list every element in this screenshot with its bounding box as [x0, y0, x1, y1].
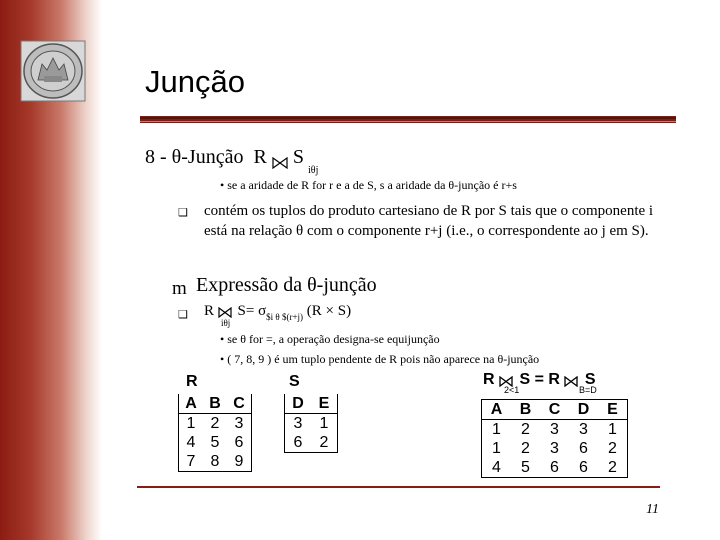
paragraph-tuples: contém os tuplos do produto cartesiano de R por S tais que o componente i está na relação θ com o componente r+j (i.e., o correspondente ao j em S).: [204, 203, 654, 239]
table-s-label: S: [289, 373, 300, 390]
expression-heading: Expressão da θ-junção: [196, 274, 377, 296]
join-symbol-icon: [272, 152, 288, 164]
table-row: 4 5 6: [186, 433, 244, 451]
table-header: A: [482, 400, 512, 420]
table-r: [178, 394, 252, 472]
checkbox-bullet-icon-2: ❑: [178, 309, 188, 321]
table-header: B: [203, 394, 227, 414]
join-symbol-icon-4: [564, 374, 580, 386]
table-row: 6 2: [293, 433, 329, 451]
title-underline-brush: [140, 113, 676, 125]
table-row: 3 1: [293, 414, 329, 432]
equation-subscript-2: B=D: [579, 385, 597, 395]
table-header: A: [179, 394, 204, 414]
join-equation: R S = R S: [483, 371, 596, 388]
table-header: E: [598, 400, 628, 420]
formula-subscript: iθj: [221, 318, 231, 328]
table-header: D: [285, 394, 312, 414]
table-row: 1 2 3: [186, 414, 244, 432]
table-row: 7 8 9: [186, 452, 244, 470]
join-formula: R $S= \sigma_{\$i \theta \$(r+j)}$ (R × S): [204, 303, 352, 322]
table-s: [284, 394, 338, 453]
table-header: E: [311, 394, 338, 414]
table-r-label: R: [186, 373, 198, 390]
table-join-result: [481, 399, 628, 478]
section-heading: 8 - θ-Junção R S: [145, 146, 304, 168]
mailbox-bullet-icon: m: [172, 278, 187, 299]
table-header: C: [227, 394, 252, 414]
page-number: 11: [646, 502, 659, 517]
bullet-dangling-tuple: • ( 7, 8, 9 ) é um tuplo pendente de R pois não aparece na θ-junção: [220, 352, 540, 366]
equation-subscript-1: 2<1: [504, 385, 520, 395]
footer-rule: [137, 486, 660, 488]
join-subscript: iθj: [308, 165, 319, 176]
join-symbol-icon-3: [499, 374, 515, 386]
slide-title: Junção: [145, 64, 245, 99]
table-row: 1 2 3 6 2: [492, 439, 617, 457]
table-header: D: [569, 400, 598, 420]
table-header: C: [540, 400, 569, 420]
bullet-arity: • se a aridade de R for r e a de S, s a aridade da θ-junção é r+s: [220, 178, 517, 192]
table-header: B: [511, 400, 540, 420]
checkbox-bullet-icon: ❑: [178, 207, 188, 219]
join-symbol-icon-2: [218, 306, 234, 318]
bullet-equijoin: • se θ for =, a operação designa-se equijunção: [220, 332, 440, 346]
university-seal-logo: [20, 40, 86, 102]
table-row: 1 2 3 3 1: [492, 420, 617, 438]
table-row: 4 5 6 6 2: [492, 458, 617, 476]
